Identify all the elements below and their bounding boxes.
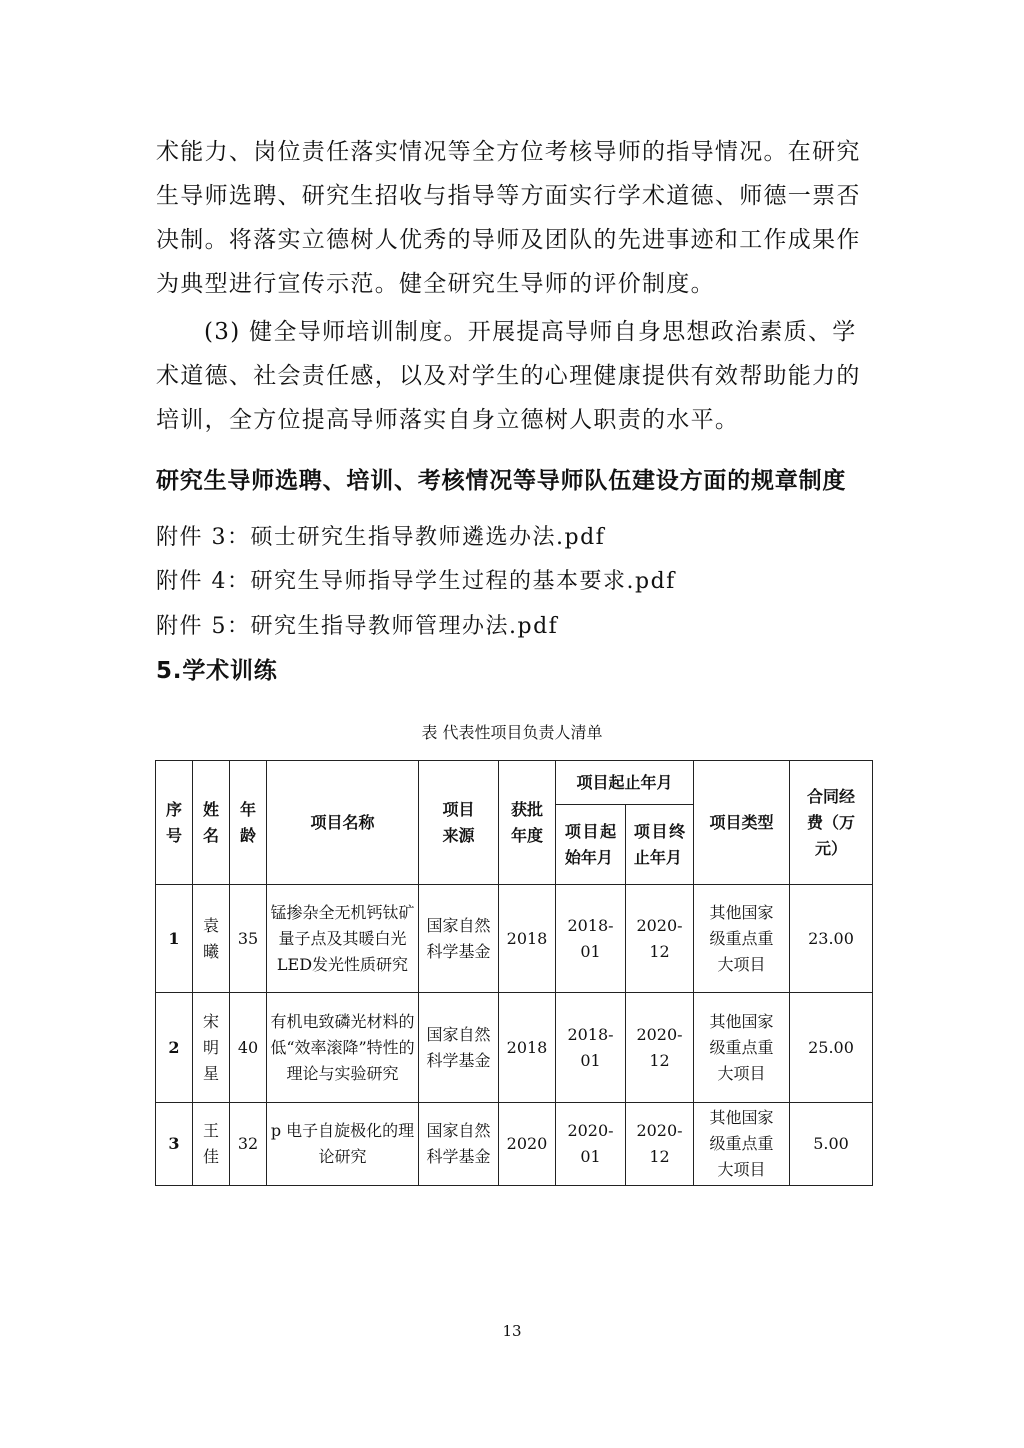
cell-approval-year: 2018 xyxy=(499,993,556,1103)
cell-type: 其他国家级重点重大项目 xyxy=(694,1103,790,1186)
table-caption: 表 代表性项目负责人清单 xyxy=(421,723,603,742)
project-leaders-table xyxy=(155,760,873,1186)
cell-end: 2020-12 xyxy=(626,1103,694,1186)
cell-name: 袁曦 xyxy=(193,885,230,993)
header-project-name: 项目名称 xyxy=(267,761,419,885)
cell-source: 国家自然科学基金 xyxy=(419,993,499,1103)
cell-funding: 23.00 xyxy=(790,885,873,993)
header-funding: 合同经费（万元） xyxy=(790,761,873,885)
cell-age: 35 xyxy=(230,885,267,993)
regulations-heading: 研究生导师选聘、培训、考核情况等导师队伍建设方面的规章制度 xyxy=(156,468,847,494)
cell-index: 3 xyxy=(156,1103,193,1186)
cell-project-name: p 电子自旋极化的理论研究 xyxy=(267,1103,419,1186)
table-row xyxy=(156,1103,873,1186)
header-name: 姓名 xyxy=(193,761,230,885)
attachment-link-4[interactable]: 附件 4：研究生导师指导学生过程的基本要求.pdf xyxy=(156,569,676,594)
cell-age: 40 xyxy=(230,993,267,1103)
cell-end: 2020-12 xyxy=(626,885,694,993)
section-heading: 5.学术训练 xyxy=(156,658,278,684)
cell-index: 1 xyxy=(156,885,193,993)
cell-source: 国家自然科学基金 xyxy=(419,885,499,993)
header-approval-year: 获批年度 xyxy=(499,761,556,885)
header-start: 项目起始年月 xyxy=(556,805,626,885)
cell-end: 2020-12 xyxy=(626,993,694,1103)
body-paragraph-1: 术能力、岗位责任落实情况等全方位考核导师的指导情况。在研究生导师选聘、研究生招收与指导等方面实行学术道德、师德一票否决制。将落实立德树人优秀的导师及团队的先进事迹和工作成果作为典型进行宣传示范。健全研究生导师的评价制度。 xyxy=(156,139,861,297)
cell-name: 宋明星 xyxy=(193,993,230,1103)
cell-project-name: 锰掺杂全无机钙钛矿量子点及其暖白光LED发光性质研究 xyxy=(267,885,419,993)
cell-start: 2018-01 xyxy=(556,993,626,1103)
table-row xyxy=(156,993,873,1103)
cell-source: 国家自然科学基金 xyxy=(419,1103,499,1186)
cell-project-name: 有机电致磷光材料的低“效率滚降”特性的理论与实验研究 xyxy=(267,993,419,1103)
body-paragraph-2-text: (3) 健全导师培训制度。开展提高导师自身思想政治素质、学术道德、社会责任感，以及对学生的心理健康提供有效帮助能力的培训，全方位提高导师落实自身立德树人职责的水平。 xyxy=(156,319,861,433)
cell-type: 其他国家级重点重大项目 xyxy=(694,885,790,993)
page-number: 13 xyxy=(502,1322,522,1340)
header-type: 项目类型 xyxy=(694,761,790,885)
cell-type: 其他国家级重点重大项目 xyxy=(694,993,790,1103)
cell-index: 2 xyxy=(156,993,193,1103)
cell-approval-year: 2020 xyxy=(499,1103,556,1186)
body-paragraph-2 xyxy=(156,310,868,442)
table-row xyxy=(156,885,873,993)
cell-approval-year: 2018 xyxy=(499,885,556,993)
header-period: 项目起止年月 xyxy=(556,761,694,805)
header-end: 项目终止年月 xyxy=(626,805,694,885)
header-source: 项目来源 xyxy=(419,761,499,885)
cell-start: 2020-01 xyxy=(556,1103,626,1186)
cell-start: 2018-01 xyxy=(556,885,626,993)
header-age: 年龄 xyxy=(230,761,267,885)
attachment-link-3[interactable]: 附件 3：硕士研究生指导教师遴选办法.pdf xyxy=(156,525,606,550)
attachment-link-5[interactable]: 附件 5：研究生指导教师管理办法.pdf xyxy=(156,614,559,639)
cell-age: 32 xyxy=(230,1103,267,1186)
header-index: 序号 xyxy=(156,761,193,885)
cell-funding: 25.00 xyxy=(790,993,873,1103)
cell-funding: 5.00 xyxy=(790,1103,873,1186)
cell-name: 王佳 xyxy=(193,1103,230,1186)
